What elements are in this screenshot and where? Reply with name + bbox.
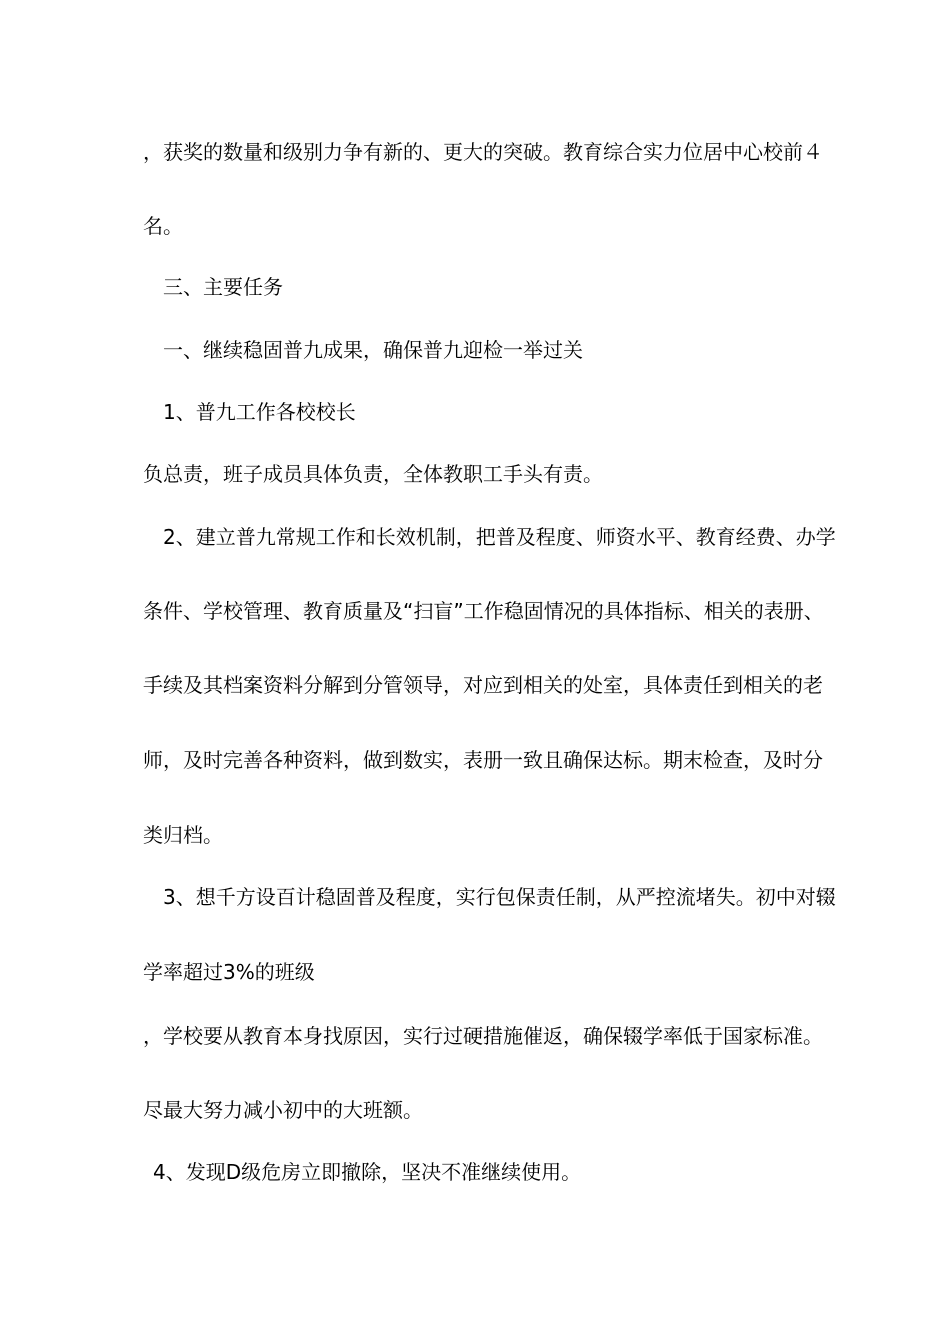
- section-heading: 三、主要任务: [163, 275, 283, 299]
- text-line-7: 2、建立普九常规工作和长效机制，把普及程度、师资水平、教育经费、办学: [163, 525, 836, 549]
- text-line-1: ，获奖的数量和级别力争有新的、更大的突破。教育综合实力位居中心校前４: [143, 140, 823, 164]
- text-line-12: 3、想千方设百计稳固普及程度，实行包保责任制，从严控流堵失。初中对辍: [163, 885, 836, 909]
- text-line-5: 1、普九工作各校校长: [163, 400, 356, 424]
- text-line-16: 4、发现D级危房立即撤除，坚决不准继续使用。: [153, 1160, 582, 1184]
- text-line-6: 负总责，班子成员具体负责，全体教职工手头有责。: [143, 462, 603, 486]
- text-line-9: 手续及其档案资料分解到分管领导，对应到相关的处室，具体责任到相关的老: [143, 673, 823, 697]
- text-line-2: 名。: [143, 214, 183, 238]
- text-line-13: 学率超过3%的班级: [143, 960, 315, 984]
- text-line-14: ，学校要从教育本身找原因，实行过硬措施催返，确保辍学率低于国家标准。: [143, 1024, 823, 1048]
- text-line-15: 尽最大努力减小初中的大班额。: [143, 1098, 423, 1122]
- subsection-heading: 一、继续稳固普九成果，确保普九迎检一举过关: [163, 338, 583, 362]
- text-line-11: 类归档。: [143, 823, 223, 847]
- text-line-10: 师，及时完善各种资料，做到数实，表册一致且确保达标。期末检查，及时分: [143, 748, 823, 772]
- text-line-8: 条件、学校管理、教育质量及“扫盲”工作稳固情况的具体指标、相关的表册、: [143, 599, 824, 623]
